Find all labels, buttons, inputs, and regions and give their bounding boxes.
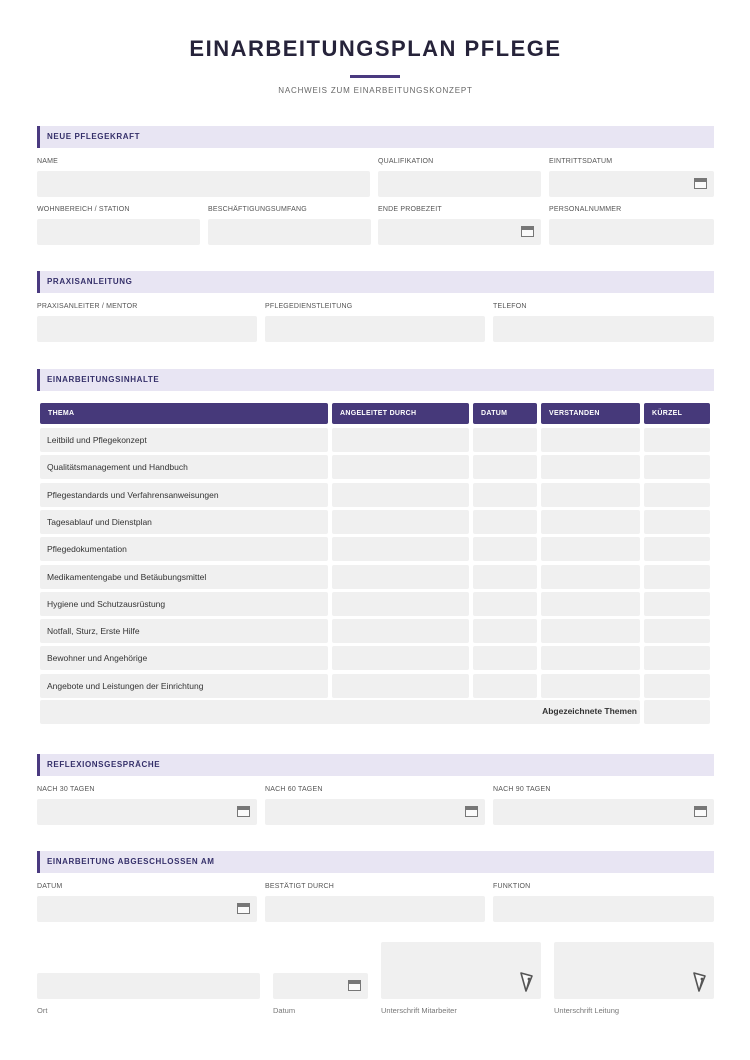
reflexion-30-label: NACH 30 TAGEN xyxy=(37,786,95,793)
verstanden-field[interactable] xyxy=(541,483,640,507)
reflexion-60-field[interactable] xyxy=(265,799,485,825)
section-neue-pflegekraft xyxy=(37,126,714,148)
calendar-icon[interactable] xyxy=(348,980,361,991)
kuerzel-field[interactable] xyxy=(644,510,710,534)
angeleitet-field[interactable] xyxy=(332,428,469,452)
summary-label: Abgezeichnete Themen xyxy=(542,706,637,716)
verstanden-field[interactable] xyxy=(541,592,640,616)
funktion-field[interactable] xyxy=(493,896,714,922)
kuerzel-field[interactable] xyxy=(644,565,710,589)
funktion-label: FUNKTION xyxy=(493,883,531,890)
topic-cell: Hygiene und Schutzausrüstung xyxy=(40,592,328,616)
calendar-icon[interactable] xyxy=(694,178,707,189)
angeleitet-field[interactable] xyxy=(332,565,469,589)
datum-field[interactable] xyxy=(473,619,537,643)
page-title: EINARBEITUNGSPLAN PFLEGE xyxy=(189,36,562,61)
kuerzel-field[interactable] xyxy=(644,428,710,452)
signature-mitarbeiter-field[interactable] xyxy=(381,942,541,999)
mentor-label: PRAXISANLEITER / MENTOR xyxy=(37,303,138,310)
footer-datum-field[interactable] xyxy=(273,973,368,999)
kuerzel-field[interactable] xyxy=(644,646,710,670)
pdl-field[interactable] xyxy=(265,316,485,342)
pen-nib-icon xyxy=(518,971,534,993)
qualifikation-label: QUALIFIKATION xyxy=(378,158,434,165)
qualifikation-field[interactable] xyxy=(378,171,541,197)
pdl-label: PFLEGEDIENSTLEITUNG xyxy=(265,303,353,310)
ort-field[interactable] xyxy=(37,973,260,999)
section-heading: EINARBEITUNGSINHALTE xyxy=(47,375,160,384)
name-field[interactable] xyxy=(37,171,370,197)
signature-mitarbeiter-label: Unterschrift Mitarbeiter xyxy=(381,1006,457,1015)
topic-cell: Pflegedokumentation xyxy=(40,537,328,561)
topic-cell: Angebote und Leistungen der Einrichtung xyxy=(40,674,328,698)
kuerzel-field[interactable] xyxy=(644,592,710,616)
section-heading: PRAXISANLEITUNG xyxy=(47,277,133,286)
angeleitet-field[interactable] xyxy=(332,483,469,507)
probezeit-label: ENDE PROBEZEIT xyxy=(378,206,442,213)
bestaetigt-label: BESTÄTIGT DURCH xyxy=(265,883,334,890)
column-header-datum: DATUM xyxy=(473,403,537,424)
angeleitet-field[interactable] xyxy=(332,619,469,643)
ort-label: Ort xyxy=(37,1006,48,1015)
eintrittsdatum-field[interactable] xyxy=(549,171,714,197)
kuerzel-field[interactable] xyxy=(644,674,710,698)
abschluss-datum-label: DATUM xyxy=(37,883,63,890)
telefon-label: TELEFON xyxy=(493,303,527,310)
reflexion-60-label: NACH 60 TAGEN xyxy=(265,786,323,793)
column-header-thema: THEMA xyxy=(40,403,328,424)
calendar-icon[interactable] xyxy=(465,806,478,817)
calendar-icon[interactable] xyxy=(694,806,707,817)
mentor-field[interactable] xyxy=(37,316,257,342)
title-underline xyxy=(350,75,400,78)
section-heading: REFLEXIONSGESPRÄCHE xyxy=(47,760,161,769)
topic-cell: Qualitätsmanagement und Handbuch xyxy=(40,455,328,479)
verstanden-field[interactable] xyxy=(541,619,640,643)
topic-cell: Bewohner und Angehörige xyxy=(40,646,328,670)
datum-field[interactable] xyxy=(473,592,537,616)
reflexion-30-field[interactable] xyxy=(37,799,257,825)
reflexion-90-label: NACH 90 TAGEN xyxy=(493,786,551,793)
datum-field[interactable] xyxy=(473,428,537,452)
datum-field[interactable] xyxy=(473,646,537,670)
angeleitet-field[interactable] xyxy=(332,510,469,534)
verstanden-field[interactable] xyxy=(541,455,640,479)
column-header-angeleitet: ANGELEITET DURCH xyxy=(332,403,469,424)
column-header-kuerzel: KÜRZEL xyxy=(644,403,710,424)
wohnbereich-label: WOHNBEREICH / STATION xyxy=(37,206,130,213)
calendar-icon[interactable] xyxy=(521,226,534,237)
verstanden-field[interactable] xyxy=(541,537,640,561)
kuerzel-field[interactable] xyxy=(644,483,710,507)
angeleitet-field[interactable] xyxy=(332,455,469,479)
form-page xyxy=(37,0,714,1060)
kuerzel-field[interactable] xyxy=(644,619,710,643)
verstanden-field[interactable] xyxy=(541,510,640,534)
topic-cell: Notfall, Sturz, Erste Hilfe xyxy=(40,619,328,643)
topic-cell: Pflegestandards und Verfahrensanweisungen xyxy=(40,483,328,507)
probezeit-field[interactable] xyxy=(378,219,541,245)
umfang-label: BESCHÄFTIGUNGSUMFANG xyxy=(208,206,307,213)
topic-cell: Leitbild und Pflegekonzept xyxy=(40,428,328,452)
name-label: NAME xyxy=(37,158,59,165)
section-abschluss xyxy=(37,851,714,873)
wohnbereich-field[interactable] xyxy=(37,219,200,245)
personalnummer-label: PERSONALNUMMER xyxy=(549,206,622,213)
signature-leitung-field[interactable] xyxy=(554,942,714,999)
eintrittsdatum-label: EINTRITTSDATUM xyxy=(549,158,613,165)
abschluss-datum-field[interactable] xyxy=(37,896,257,922)
section-heading: NEUE PFLEGEKRAFT xyxy=(47,132,141,141)
datum-field[interactable] xyxy=(473,510,537,534)
reflexion-90-field[interactable] xyxy=(493,799,714,825)
signature-leitung-label: Unterschrift Leitung xyxy=(554,1006,620,1015)
datum-field[interactable] xyxy=(473,565,537,589)
verstanden-field[interactable] xyxy=(541,646,640,670)
telefon-field[interactable] xyxy=(493,316,714,342)
column-header-verstanden: VERSTANDEN xyxy=(541,403,640,424)
angeleitet-field[interactable] xyxy=(332,674,469,698)
personalnummer-field[interactable] xyxy=(549,219,714,245)
topic-cell: Tagesablauf und Dienstplan xyxy=(40,510,328,534)
bestaetigt-field[interactable] xyxy=(265,896,485,922)
verstanden-field[interactable] xyxy=(541,674,640,698)
calendar-icon[interactable] xyxy=(237,806,250,817)
kuerzel-field[interactable] xyxy=(644,455,710,479)
angeleitet-field[interactable] xyxy=(332,592,469,616)
datum-field[interactable] xyxy=(473,483,537,507)
datum-field[interactable] xyxy=(473,537,537,561)
calendar-icon[interactable] xyxy=(237,903,250,914)
footer-datum-label: Datum xyxy=(273,1006,296,1015)
page-subtitle: NACHWEIS ZUM EINARBEITUNGSKONZEPT xyxy=(278,86,473,95)
topic-cell: Medikamentengabe und Betäubungsmittel xyxy=(40,565,328,589)
umfang-field[interactable] xyxy=(208,219,371,245)
angeleitet-field[interactable] xyxy=(332,537,469,561)
section-inhalte xyxy=(37,369,714,391)
verstanden-field[interactable] xyxy=(541,428,640,452)
section-reflexion xyxy=(37,754,714,776)
section-praxisanleitung xyxy=(37,271,714,293)
section-heading: EINARBEITUNG ABGESCHLOSSEN AM xyxy=(47,857,215,866)
summary-count-field[interactable] xyxy=(644,700,710,724)
datum-field[interactable] xyxy=(473,455,537,479)
angeleitet-field[interactable] xyxy=(332,646,469,670)
kuerzel-field[interactable] xyxy=(644,537,710,561)
verstanden-field[interactable] xyxy=(541,565,640,589)
pen-nib-icon xyxy=(691,971,707,993)
datum-field[interactable] xyxy=(473,674,537,698)
